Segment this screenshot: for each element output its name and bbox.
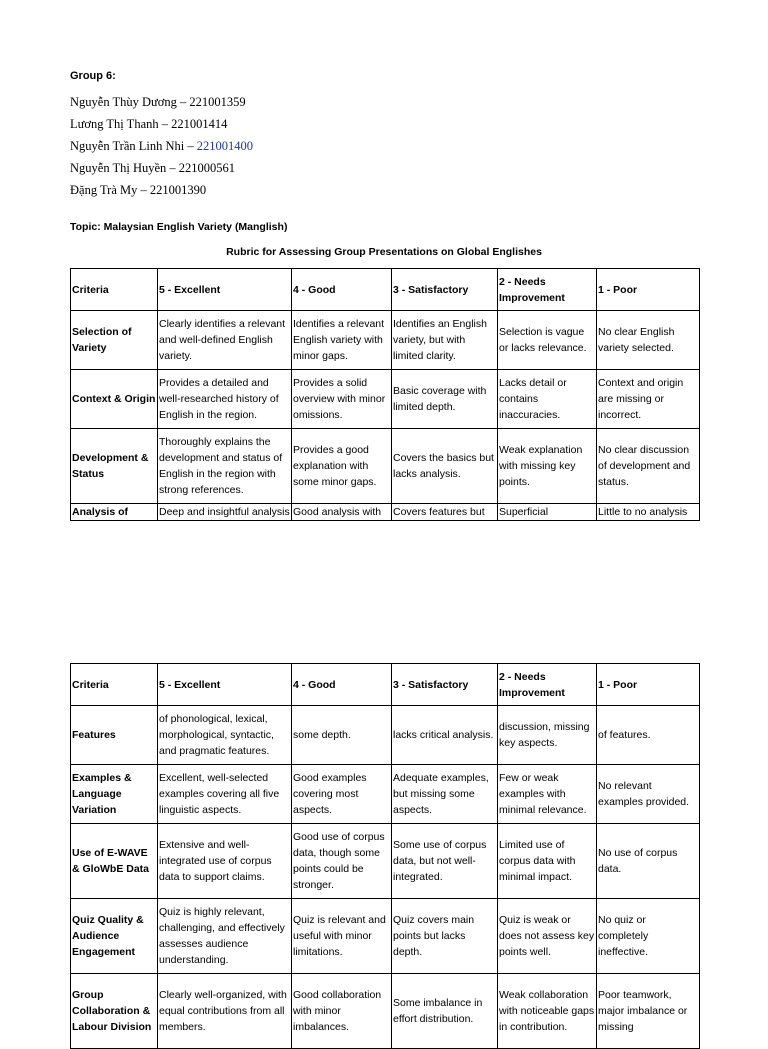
table-cell: Few or weak examples with minimal relevance.: [498, 765, 597, 824]
rubric-table-continued: [70, 663, 700, 1049]
criteria-cell: Group Collaboration & Labour Division: [71, 974, 158, 1049]
table-row: [71, 370, 700, 429]
table-cell: Clearly well-organized, with equal contributions from all members.: [158, 974, 292, 1049]
table-cell: lacks critical analysis.: [392, 706, 498, 765]
header-cell: 2 - Needs Improvement: [498, 269, 597, 311]
header-row: [71, 269, 700, 311]
table-cell: Extensive and well-integrated use of corpus data to support claims.: [158, 824, 292, 899]
table-row: [71, 824, 700, 899]
table-cell: Poor teamwork, major imbalance or missing: [597, 974, 700, 1049]
table-cell: Basic coverage with limited depth.: [392, 370, 498, 429]
member-id: 221001390: [149, 183, 207, 197]
member-id: 221001414: [171, 117, 228, 131]
table-cell: Quiz is highly relevant, challenging, and effectively assesses audience understanding.: [158, 899, 292, 974]
table-cell: Good collaboration with minor imbalances.: [292, 974, 392, 1049]
header-cell: 1 - Poor: [597, 664, 700, 706]
table-cell: Lacks detail or contains inaccuracies.: [498, 370, 597, 429]
table-cell: Adequate examples, but missing some aspects.: [392, 765, 498, 824]
header-cell: 1 - Poor: [597, 269, 700, 311]
rubric-title: Rubric for Assessing Group Presentations on Global Englishes: [226, 246, 542, 258]
table-row: [71, 899, 700, 974]
table-cell: Clearly identifies a relevant and well-defined English variety.: [158, 311, 292, 370]
table-cell: Identifies an English variety, but with limited clarity.: [392, 311, 498, 370]
table-cell: Some use of corpus data, but not well-integrated.: [392, 824, 498, 899]
criteria-cell: Quiz Quality & Audience Engagement: [71, 899, 158, 974]
table-row: [71, 429, 700, 504]
rubric-table-part-2: [70, 663, 710, 1033]
header-cell: 5 - Excellent: [158, 664, 292, 706]
member-id: 221001400: [196, 139, 253, 153]
table-cell: Provides a detailed and well-researched history of English in the region.: [158, 370, 292, 429]
table-cell: Some imbalance in effort distribution.: [392, 974, 498, 1049]
header-cell: 4 - Good: [292, 269, 392, 311]
header-cell: 3 - Satisfactory: [392, 664, 498, 706]
header-cell: 2 - Needs Improvement: [498, 664, 597, 706]
table-cell: No clear discussion of development and status.: [597, 429, 700, 504]
table-row: [71, 765, 700, 824]
header-cell: 3 - Satisfactory: [392, 269, 498, 311]
rubric-table-part-1: [70, 268, 710, 519]
member-id: 221000561: [178, 161, 236, 175]
header-cell: 4 - Good: [292, 664, 392, 706]
table-cell: Covers features but: [392, 504, 498, 521]
table-cell: Thoroughly explains the development and status of English in the region with strong references.: [158, 429, 292, 504]
member-line: Nguyễn Trần Linh Nhi – 221001400: [70, 139, 253, 153]
table-cell: Quiz is weak or does not assess key points well.: [498, 899, 597, 974]
table-row: [71, 311, 700, 370]
table-cell: Little to no analysis: [597, 504, 700, 521]
table-cell: Good use of corpus data, though some points could be stronger.: [292, 824, 392, 899]
header-cell: Criteria: [71, 269, 158, 311]
table-cell: of features.: [597, 706, 700, 765]
table-cell: Provides a solid overview with minor omissions.: [292, 370, 392, 429]
table-cell: Limited use of corpus data with minimal impact.: [498, 824, 597, 899]
criteria-cell: Analysis of: [71, 504, 158, 521]
table-cell: discussion, missing key aspects.: [498, 706, 597, 765]
member-line: Lương Thị Thanh – 221001414: [70, 117, 228, 131]
criteria-cell: Development & Status: [71, 429, 158, 504]
table-cell: Deep and insightful analysis: [158, 504, 292, 521]
criteria-cell: Features: [71, 706, 158, 765]
group-title: Group 6:: [70, 70, 116, 82]
table-cell: some depth.: [292, 706, 392, 765]
table-cell: Context and origin are missing or incorrect.: [597, 370, 700, 429]
header-row: [71, 664, 700, 706]
criteria-cell: Use of E-WAVE & GloWbE Data: [71, 824, 158, 899]
table-row: [71, 706, 700, 765]
table-cell: Quiz is relevant and useful with minor limitations.: [292, 899, 392, 974]
table-cell: No use of corpus data.: [597, 824, 700, 899]
table-cell: Selection is vague or lacks relevance.: [498, 311, 597, 370]
table-cell: Weak collaboration with noticeable gaps in contribution.: [498, 974, 597, 1049]
table-cell: Good analysis with: [292, 504, 392, 521]
table-cell: No relevant examples provided.: [597, 765, 700, 824]
table-cell: Covers the basics but lacks analysis.: [392, 429, 498, 504]
table-row: [71, 974, 700, 1049]
table-cell: Provides a good explanation with some minor gaps.: [292, 429, 392, 504]
criteria-cell: Examples & Language Variation: [71, 765, 158, 824]
table-cell: Weak explanation with missing key points.: [498, 429, 597, 504]
rubric-table: [70, 268, 700, 521]
table-cell: Good examples covering most aspects.: [292, 765, 392, 824]
table-cell: Superficial: [498, 504, 597, 521]
table-row: [71, 504, 700, 521]
member-line: Đặng Trà My – 221001390: [70, 183, 207, 197]
table-cell: Quiz covers main points but lacks depth.: [392, 899, 498, 974]
table-cell: of phonological, lexical, morphological, syntactic, and pragmatic features.: [158, 706, 292, 765]
header-cell: Criteria: [71, 664, 158, 706]
member-id: 221001359: [189, 95, 246, 109]
criteria-cell: Context & Origin: [71, 370, 158, 429]
table-cell: No quiz or completely ineffective.: [597, 899, 700, 974]
table-cell: Excellent, well-selected examples covering all five linguistic aspects.: [158, 765, 292, 824]
topic: Topic: Malaysian English Variety (Manglish): [70, 221, 288, 233]
table-cell: Identifies a relevant English variety with minor gaps.: [292, 311, 392, 370]
criteria-cell: Selection of Variety: [71, 311, 158, 370]
member-line: Nguyễn Thị Huyền – 221000561: [70, 161, 236, 175]
header-cell: 5 - Excellent: [158, 269, 292, 311]
member-line: Nguyễn Thùy Dương – 221001359: [70, 95, 246, 109]
table-cell: No clear English variety selected.: [597, 311, 700, 370]
